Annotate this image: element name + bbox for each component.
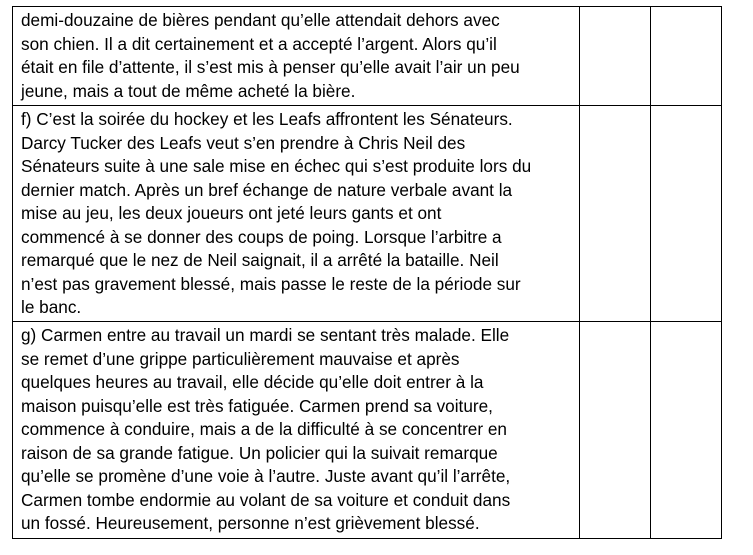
scenario-g-line: qu’elle se promène d’une voie à l’autre. Juste avant qu’il l’arrête, [21, 466, 511, 486]
scenario-g-line: g) Carmen entre au travail un mardi se sentant très malade. Elle [21, 325, 510, 345]
scenario-f-line: n’est pas gravement blessé, mais passe le reste de la période sur [21, 273, 521, 294]
scenario-f-line: Darcy Tucker des Leafs veut s’en prendre à Chris Neil des [21, 132, 466, 153]
scenario-e-text-cell [13, 7, 580, 106]
scenario-f-line: mise au jeu, les deux joueurs ont jeté leurs gants et ont [21, 203, 442, 223]
table-row-scenario-e [13, 7, 722, 106]
table-row-scenario-g [13, 322, 722, 539]
scenario-g-line: un fossé. Heureusement, personne n’est grièvement blessé. [21, 513, 480, 533]
scenario-f-text-cell [13, 106, 580, 322]
scenario-g-answer-cell-1[interactable] [579, 322, 650, 539]
scenario-g-text [13, 322, 579, 536]
scenario-f-line: dernier match. Après un bref échange de nature verbale avant la [21, 179, 513, 200]
table-row-scenario-f [13, 106, 722, 322]
scenario-f-line: Sénateurs suite à une sale mise en échec qui s’est produite lors du [21, 156, 532, 176]
scenario-f-line: commencé à se donner des coups de poing. Lorsque l’arbitre a [21, 226, 502, 247]
scenario-f-answer-cell-2[interactable] [650, 106, 721, 322]
scenario-e-line: jeune, mais a tout de même acheté la bière. [21, 80, 356, 101]
scenario-g-text-cell [13, 322, 580, 539]
scenario-e-answer-cell-2[interactable] [650, 7, 721, 106]
scenario-f-text [13, 106, 579, 320]
scenario-f-answer-cell-1[interactable] [579, 106, 650, 322]
scenario-g-line: maison puisqu’elle est très fatiguée. Carmen prend sa voiture, [21, 395, 493, 416]
scenario-g-line: raison de sa grande fatigue. Un policier qui la suivait remarque [21, 442, 498, 463]
scenario-f-line: f) C’est la soirée du hockey et les Leafs affrontent les Sénateurs. [21, 109, 513, 129]
scenario-g-line: commence à conduire, mais a de la difficulté à se concentrer en [21, 419, 507, 439]
scenario-e-line: demi-douzaine de bières pendant qu’elle attendait dehors avec [21, 10, 500, 30]
scenario-e-answer-cell-1[interactable] [579, 7, 650, 106]
scenario-g-line: se remet d’une grippe particulièrement mauvaise et après [21, 348, 460, 369]
scenario-f-line: le banc. [21, 297, 82, 317]
scenario-g-line: Carmen tombe endormie au volant de sa voiture et conduit dans [21, 489, 511, 510]
scenario-table [12, 6, 722, 539]
scenario-f-line: remarqué que le nez de Neil saignait, il a arrêté la bataille. Neil [21, 250, 499, 270]
scenario-e-line: son chien. Il a dit certainement et a accepté l’argent. Alors qu’il [21, 33, 497, 54]
scenario-e-line: était en file d’attente, il s’est mis à penser qu’elle avait l’air un peu [21, 57, 520, 77]
scenario-g-answer-cell-2[interactable] [650, 322, 721, 539]
scenario-g-line: quelques heures au travail, elle décide qu’elle doit entrer à la [21, 372, 484, 392]
scenario-e-text [13, 7, 579, 103]
